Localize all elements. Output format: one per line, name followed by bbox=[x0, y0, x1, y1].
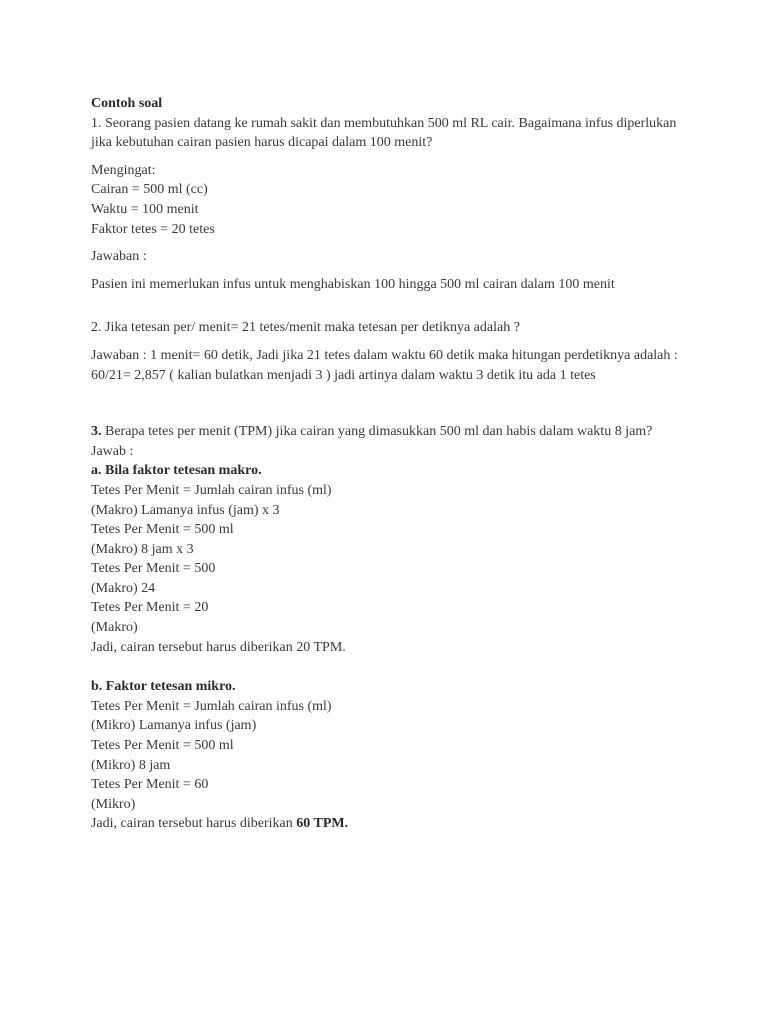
mikro-line: (Mikro) Lamanya infus (jam) bbox=[91, 718, 257, 734]
question-1-text: 1. Seorang pasien datang ke rumah sakit dan membutuhkan 500 ml RL cair. Bagaimana infus diperlukan jika kebutuhan cairan pasien harus dicapai dalam 100 menit? bbox=[91, 115, 677, 151]
document-page bbox=[91, 94, 691, 834]
given-faktor-tetes: Faktor tetes = 20 tetes bbox=[91, 221, 215, 237]
mengingat-label: Mengingat: bbox=[91, 162, 156, 178]
question-1-answer: Pasien ini memerlukan infus untuk menghabiskan 100 hingga 500 ml cairan dalam 100 menit bbox=[91, 276, 615, 292]
question-2-text: 2. Jika tetesan per/ menit= 21 tetes/menit maka tetesan per detiknya adalah ? bbox=[91, 320, 520, 336]
given-cairan: Cairan = 500 ml (cc) bbox=[91, 182, 208, 198]
jawaban-label: Jawaban : bbox=[91, 249, 147, 265]
spacer bbox=[91, 153, 691, 161]
makro-line: Tetes Per Menit = 500 bbox=[91, 561, 216, 577]
mikro-line: Tetes Per Menit = 60 bbox=[91, 777, 209, 793]
mikro-line: (Mikro) 8 jam bbox=[91, 757, 171, 773]
given-waktu: Waktu = 100 menit bbox=[91, 201, 199, 217]
makro-line: Tetes Per Menit = Jumlah cairan infus (ml) bbox=[91, 482, 332, 498]
question-3-body: Berapa tetes per menit (TPM) jika cairan yang dimasukkan 500 ml dan habis dalam waktu 8 jam? bbox=[101, 424, 653, 440]
spacer bbox=[91, 338, 691, 346]
mikro-conclusion bbox=[91, 814, 691, 834]
spacer bbox=[91, 239, 691, 247]
question-3-number: 3. bbox=[91, 424, 102, 440]
mikro-conclusion-value: 60 TPM. bbox=[296, 816, 349, 832]
question-2-answer: Jawaban : 1 menit= 60 detik, Jadi jika 21 tetes dalam waktu 60 detik maka hitungan perdetiknya adalah : 60/21= 2,857 ( kalian bulatkan menjadi 3 ) jadi artinya dalam waktu 3 detik itu ada 1 tetes bbox=[91, 347, 678, 383]
mikro-line: (Mikro) bbox=[91, 796, 136, 812]
document-title: Contoh soal bbox=[91, 96, 163, 111]
spacer bbox=[91, 267, 691, 275]
spacer bbox=[91, 385, 691, 422]
makro-conclusion: Jadi, cairan tersebut harus diberikan 20 TPM. bbox=[91, 639, 346, 655]
mikro-heading: b. Faktor tetesan mikro. bbox=[91, 679, 236, 695]
makro-line: (Makro) 24 bbox=[91, 580, 156, 596]
jawab-label: Jawab : bbox=[91, 443, 134, 459]
mikro-line: Tetes Per Menit = Jumlah cairan infus (ml) bbox=[91, 698, 332, 714]
spacer bbox=[91, 294, 691, 318]
mikro-line: Tetes Per Menit = 500 ml bbox=[91, 738, 234, 754]
makro-heading: a. Bila faktor tetesan makro. bbox=[91, 463, 262, 479]
makro-line: (Makro) bbox=[91, 620, 138, 636]
makro-line: Tetes Per Menit = 20 bbox=[91, 600, 209, 616]
question-3-text bbox=[91, 422, 691, 442]
mikro-conclusion-text: Jadi, cairan tersebut harus diberikan bbox=[91, 816, 297, 832]
makro-line: (Makro) Lamanya infus (jam) x 3 bbox=[91, 502, 280, 518]
spacer bbox=[91, 657, 691, 677]
makro-line: Tetes Per Menit = 500 ml bbox=[91, 522, 234, 538]
makro-line: (Makro) 8 jam x 3 bbox=[91, 541, 194, 557]
